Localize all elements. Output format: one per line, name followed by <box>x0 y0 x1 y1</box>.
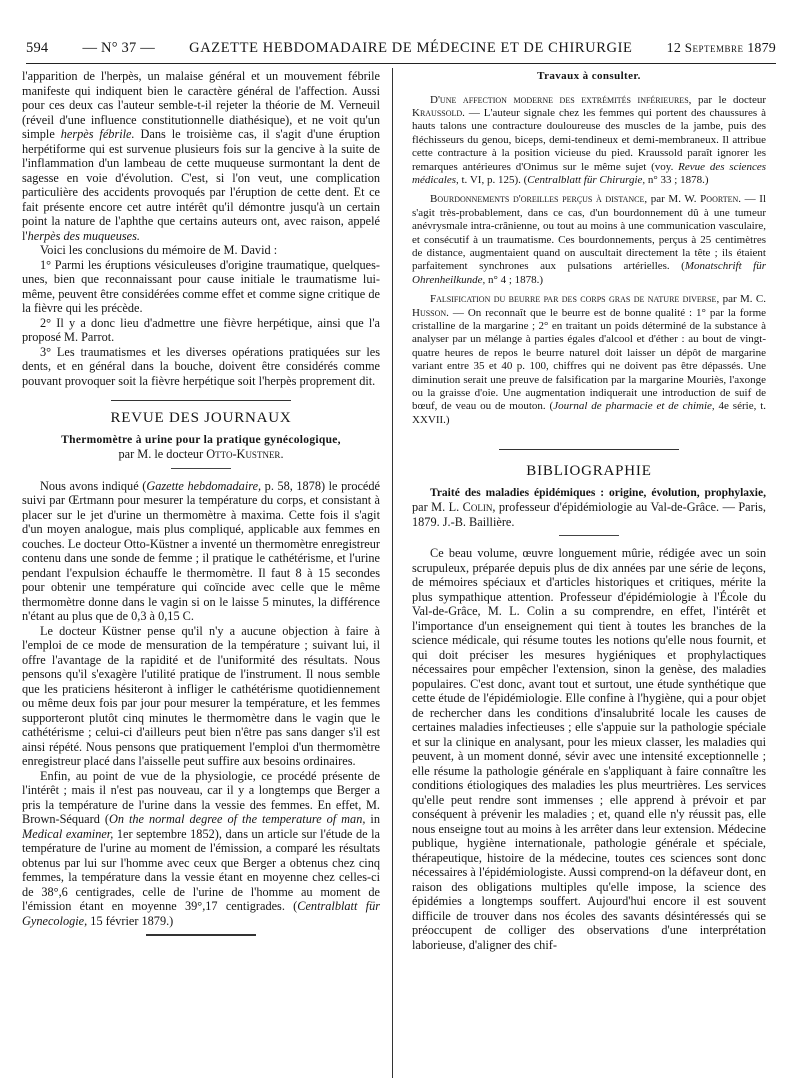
conclusion-3: 3° Les traumatismes et les diverses opérations pratiquées sur les dents, et en général dans la bouche, doivent être considérés comme pouvant provoquer soit la fièvre herpétique soit l'herpès proprement dit. <box>22 344 380 388</box>
journal-title: GAZETTE HEBDOMADAIRE DE MÉDECINE ET DE CHIRURGIE <box>189 40 633 56</box>
article-paragraph-2: Le docteur Küstner pense qu'il n'y a aucune objection à faire à l'emploi de ce mode de mensuration de la température ; suivant lui, il offre l'avantage de la rapidité et de l'uniformité des résultats. Nous pensons qu'il s'exagère l'utilité pratique de l'instrument. Il nous semble que les praticiens hésiteront à infliger le cathétérisme quotidiennement ou même deux fois par jour pour mesurer la température, et les femmes supporteront plutôt cinq minutes le thermomètre dans le vagin que le cathétérisme ; celui-ci d'ailleurs peut bien n'être pas sans danger s'il est ainsi répété. Nous pensons que pratiquement l'emploi d'un thermomètre enregistreur placé dans l'aisselle peut suffire aux besoins ordinaires. <box>22 623 380 768</box>
book-author: Colin, <box>462 500 496 515</box>
article-title: Thermomètre à urine pour la pratique gynécologique, <box>61 433 341 446</box>
conclusion-2: 2° Il y a donc lieu d'admettre une fièvre herpétique, ainsi que l'a proposé M. Parrot. <box>22 315 380 344</box>
running-header <box>26 40 776 60</box>
travaux-item-3: Falsification du beurre par des corps gras de nature diverse, par M. C. Husson. — On reconnaît que le beurre est de bonne qualité : 1° par la forme cristalline de la margarine ; 2° en traitant un poids déterminé de la substance à analyser par un mélange à parties égales d'alcool et d'éther : au bout de vingt-quatre heures de repos le beurre naturel doit laisser un dépôt de margarine variant entre 35 et 40 p. 100, chiffres qui ne doivent pas être dépassés. Une diminution serait une preuve de falsification par la margarine Mouriès, l'axonge ou la graisse d'oie. Une augmentation indiquerait une introduction de suif de bœuf, de veau ou de mouton. (Journal de pharmacie et de chimie, 4e série, t. XXVII.) <box>412 293 767 426</box>
review-paragraph: Ce beau volume, œuvre longuement mûrie, rédigée avec un soin scrupuleux, préparée depuis plus de dix années par une série de leçons, de mémoires spéciaux et d'articles historiques et critiques, mérite la plus sympathique attention. Professeur d'épidémiologie à l'École du Val-de-Grâce, M. L. Colin a su comprendre, en effet, l'intérêt et l'importance d'un enseignement qui tient à toutes les branches de la science médicale, qui résume toutes les notions qu'elle nous fournit, et qui doit préciser les mesures hygiéniques et prophylactiques nécessaires pour empêcher l'extension, sinon la genèse, des maladies populaires. C'est donc, avant tout et surtout, une étude synthétique que cette étude de l'épidémiologie. Elle confine à l'hygiène, qui a pour objet de rechercher dans les conditions d'insalubrité locale les causes de certaines maladies infectieuses ; elle s'appuie sur la pathologie spéciale et sur la clinique en analysant, pour les mieux classer, les maladies qui peuvent, à un moment donné, sévir avec une intensité exceptionnelle ; elle résume la pathologie générale en s'appliquant à faire connaître les conditions étiologiques des maladies les plus meurtrières. Les services qu'elle peut rendre sont immenses ; elle apprend à prévoir et par conséquent à prévenir les maladies ; et, quand elle n'y réussit pas, elle nous enseigne tout au moins à les arrêter dans leur extension. Médecine publique, hygiène internationale, pathologie générale et spéciale, thérapeutique, histoire de la médecine, toutes ces sciences sont donc nécessaires à l'épidémiologiste. Aussi comprend-on la défaveur dont, en raison des obligations multiples qu'elle impose, la science des épidémies a longtemps souffert. Aujourd'hui encore il est souvent difficile de trouver dans nos écoles des savants désintéressés qui se préoccupent de colliger des observations d'une interprétation laborieuse, d'aligner des chif- <box>412 546 766 952</box>
section-separator <box>111 400 291 401</box>
header-rule <box>26 63 776 64</box>
issue-number: — N° 37 — <box>82 40 155 56</box>
issue-date: 12 Septembre 1879 <box>666 40 776 56</box>
issue-date-month: Septembre <box>684 40 744 55</box>
article-paragraph-1: Nous avons indiqué (Gazette hebdomadaire, p. 58, 1878) le procédé suivi par Œrtmann pour mesurer la température du corps, et consistant à placer sur le jet d'urine un thermomètre à maxima. Cette fois il s'agit d'un moyen analogue, mais plus compliqué, applicable aux femmes en couches. Le docteur Otto-Küstner a inventé un thermomètre enregistreur contenu dans une sonde de femme ; il pratique le cathétérisme, et l'urine pendant l'expulsion échauffe le thermomètre. Il faut 8 à 15 secondes pour obtenir une température qui coïncide avec celle que le même thermomètre donne dans le vagin si on le laisse 5 minutes, la différence n'étant au plus que de 0,3 à 0,15 C. <box>22 478 380 623</box>
article-paragraph-3: Enfin, au point de vue de la physiologie, ce procédé présente de l'intérêt ; mais il n'est pas nouveau, car il y a longtemps que Berger a pris la température de l'urine dans la vessie des femmes. En effet, M. Brown-Séquard (On the normal degree of the temperature of man, in Medical examiner, 1er septembre 1852), dans un article sur l'étude de la température de l'urine au moment de l'émission, a comparé les résultats obtenus par lui sur l'homme avec ceux que Berger a obtenus chez cinq femmes, la température dans la vessie étant en moyenne chez celles-ci de 38°,6 centigrades, celle de l'urine de l'homme au moment de l'émission étant en moyenne 39°,17 centigrades. (Centralblatt für Gynecologie, 15 février 1879.) <box>22 768 381 928</box>
article-author: Otto-Kustner. <box>206 447 284 461</box>
article-rule <box>171 468 231 469</box>
section-separator-right <box>499 449 679 450</box>
page-number: 594 <box>26 40 49 56</box>
book-rule <box>559 535 619 536</box>
paragraph-herpes-cases: l'apparition de l'herpès, un malaise général et un mouvement fébrile manifeste qui indiquent bien le caractère général de l'affection. Aussi pour ces deux cas l'auteur semble-t-il rejeter la théorie de M. Verneuil (réveil d'une influence constitutionnelle diathésique), et ne voit qu'un simple herpès fébrile. Dans le troisième cas, il s'agit d'une éruption herpétiforme qui est survenue plusieurs fois sur la gencive à la suite de l'inflammation d'un lambeau de cette muqueuse surmontant la dent de sagesse en voie d'évolution. C'est, si l'on veut, une complication particulière des accidents provoqués par l'éruption de cette dent. Et ce fait présente encore cet autre intérêt qu'il démontre jusqu'à un certain point la nature de l'aphthe que certains auteurs ont, avec raison, appelé l'herpès des muqueuses. <box>22 69 380 243</box>
revue-section-title: REVUE DES JOURNAUX <box>110 410 292 426</box>
book-title: Traité des maladies épidémiques : origine, évolution, prophylaxie, <box>430 486 766 499</box>
left-column <box>22 69 380 936</box>
travaux-item-1: D'une affection moderne des extrémités inférieures, par le docteur Kraussold. — L'auteur signale chez les femmes qui portent des chaussures à hauts talons une contracture douloureuse des muscles de la jambe, puis des fléchisseurs du genou, biceps, demi-tendineux et demi-membraneux. Il attribue cette contracture à la position vicieuse du pied. Kraussold paraît ignorer les remarques antérieures d'Onimus sur le même sujet (voy. Revue des sciences médicales, t. VI, p. 125). (Centralblatt für Chirurgie, n° 33 ; 1878.) <box>412 93 766 186</box>
right-column <box>412 69 766 952</box>
bibliographie-title: BIBLIOGRAPHIE <box>526 463 652 480</box>
travaux-item-2: Bourdonnements d'oreilles perçus à distance, par M. W. Poorten. — Il s'agit très-probablement, dans ce cas, d'un bourdonnement dû à une tumeur anévrysmale intra-crânienne, ou tout au moins à une communication vasculaire, et consécutif à un traumatisme. Ces bourdonnements, perçus à 25 centimètres de distance, augmentaient quand on auscultait directement la tête ; ils étaient parfaitement synchrones aux pulsations artérielles. (Monatschrift für Ohrenheilkunde, n° 4 ; 1878.) <box>412 193 767 286</box>
conclusions-intro: Voici les conclusions du mémoire de M. David : <box>40 243 278 257</box>
article-heading: Thermomètre à urine pour la pratique gynécologique, par M. le docteur Otto-Kustner. <box>61 433 341 461</box>
column-divider <box>392 68 393 1078</box>
conclusion-1: 1° Parmi les éruptions vésiculeuses d'origine traumatique, quelques-unes, bien que reconnaissant pour cause initiale le traumatisme lui-même, peuvent être considérées comme effet et comme signe critique de la fièvre qui les précède. <box>22 257 380 315</box>
travaux-heading: Travaux à consulter. <box>537 70 641 82</box>
book-heading: Traité des maladies épidémiques : origine, évolution, prophylaxie, par M. L. Colin, professeur d'épidémiologie au Val-de-Grâce. — Paris, 1879. J.-B. Baillière. <box>412 486 766 529</box>
article-end-rule <box>146 934 256 936</box>
